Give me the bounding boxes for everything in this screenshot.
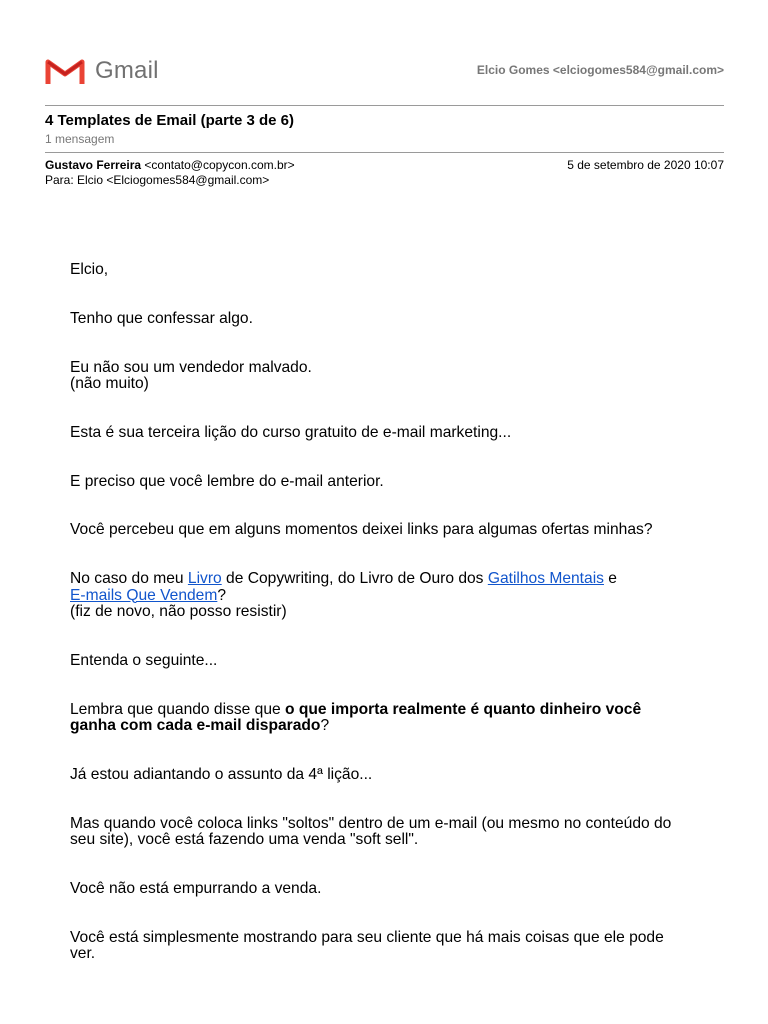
body-paragraph: Entenda o seguinte... [70, 651, 218, 669]
thread-divider [45, 152, 724, 153]
emails-que-vendem-link[interactable]: E-mails Que Vendem [70, 586, 218, 604]
header-divider [45, 105, 724, 106]
recipient-line: Para: Elcio <Elciogomes584@gmail.com> [45, 173, 270, 187]
body-text: No caso do meu [70, 570, 188, 588]
body-paragraph [70, 571, 690, 620]
body-paragraph: Esta é sua terceira lição do curso gratuito de e-mail marketing... [70, 423, 512, 441]
body-paragraph: Você não está empurrando a venda. [70, 879, 322, 897]
message-body [70, 262, 690, 995]
account-label: Elcio Gomes <elciogomes584@gmail.com> [476, 63, 724, 77]
body-line: (não muito) [70, 375, 149, 392]
body-paragraph: E preciso que você lembre do e-mail anterior. [70, 472, 384, 490]
body-text: Lembra que quando disse que [70, 700, 286, 718]
body-text: e [603, 570, 617, 588]
body-line: (fiz de novo, não posso resistir) [70, 603, 287, 620]
body-greeting: Elcio, [70, 261, 109, 278]
thread-subject: 4 Templates de Email (parte 3 de 6) [45, 112, 294, 129]
gmail-m-icon [45, 56, 85, 86]
body-line: Eu não sou um vendedor malvado. [70, 358, 312, 376]
sender-line [45, 158, 295, 172]
body-paragraph [70, 702, 690, 735]
sender-name: Gustavo Ferreira [45, 158, 142, 172]
gmail-logo [45, 56, 159, 86]
message-date: 5 de setembro de 2020 10:07 [567, 158, 724, 172]
body-paragraph: Tenho que confessar algo. [70, 309, 253, 327]
body-paragraph: Você percebeu que em alguns momentos deixei links para algumas ofertas minhas? [70, 521, 653, 539]
message-count: 1 mensagem [45, 132, 115, 146]
gatilhos-mentais-link[interactable]: Gatilhos Mentais [487, 570, 604, 588]
body-paragraph: Já estou adiantando o assunto da 4ª lição... [70, 765, 373, 783]
body-text: ? [217, 586, 227, 604]
gmail-wordmark: Gmail [95, 57, 159, 84]
body-paragraph: Você está simplesmente mostrando para seu cliente que há mais coisas que ele pode ver. [70, 928, 664, 962]
body-text: ? [320, 717, 330, 734]
body-paragraph [70, 360, 690, 393]
body-bold-text: o que importa realmente é quanto dinheiro você ganha com cada e-mail disparado [70, 700, 642, 734]
sender-email: <contato@copycon.com.br> [144, 158, 295, 172]
body-text: de Copywriting, do Livro de Ouro dos [221, 570, 488, 588]
body-paragraph: Mas quando você coloca links "soltos" dentro de um e-mail (ou mesmo no conteúdo do seu site), você está fazendo uma venda "soft sell". [70, 814, 672, 848]
livro-link[interactable]: Livro [187, 570, 222, 588]
